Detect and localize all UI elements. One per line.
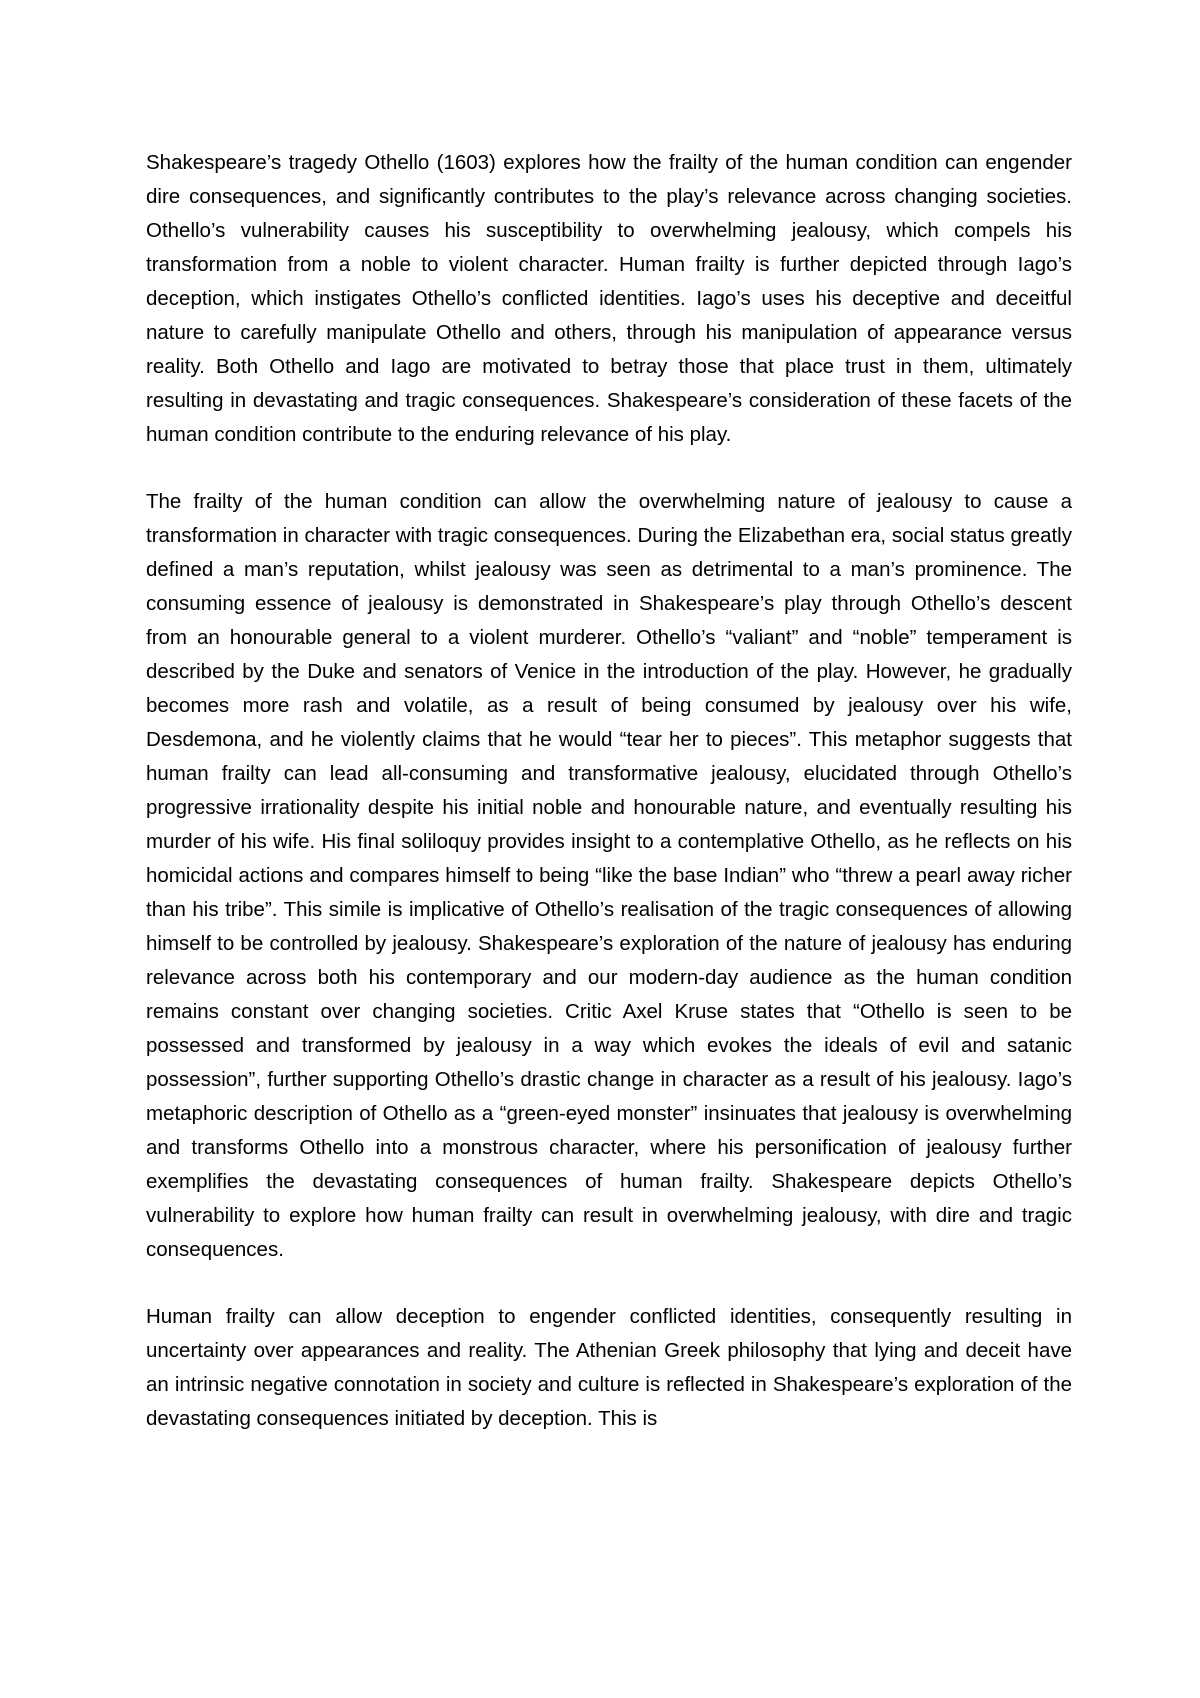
paragraph-introduction: Shakespeare’s tragedy Othello (1603) explores how the frailty of the human condition can engender dire consequences, and significantly contributes to the play’s relevance across changing societies. Othello’s vulnerability causes his susceptibility to overwhelming jealousy, which compels his transformation from a noble to violent character. Human frailty is further depicted through Iago’s deception, which instigates Othello’s conflicted identities. Iago’s uses his deceptive and deceitful nature to carefully manipulate Othello and others, through his manipulation of appearance versus reality. Both Othello and Iago are motivated to betray those that place trust in them, ultimately resulting in devastating and tragic consequences. Shakespeare’s consideration of these facets of the human condition contribute to the enduring relevance of his play. [146, 151, 1072, 446]
paragraph-jealousy: The frailty of the human condition can allow the overwhelming nature of jealousy to cause a transformation in character with tragic consequences. During the Elizabethan era, social status greatly defined a man’s reputation, whilst jealousy was seen as detrimental to a man’s prominence. The consuming essence of jealousy is demonstrated in Shakespeare’s play through Othello’s descent from an honourable general to a violent murderer. Othello’s “valiant” and “noble” temperament is described by the Duke and senators of Venice in the introduction of the play. However, he gradually becomes more rash and volatile, as a result of being consumed by jealousy over his wife, Desdemona, and he violently claims that he would “tear her to pieces”. This metaphor suggests that human frailty can lead all-consuming and transformative jealousy, elucidated through Othello’s progressive irrationality despite his initial noble and honourable nature, and eventually resulting his murder of his wife. His final soliloquy provides insight to a contemplative Othello, as he reflects on his homicidal actions and compares himself to being “like the base Indian” who “threw a pearl away richer than his tribe”. This simile is implicative of Othello’s realisation of the tragic consequences of allowing himself to be controlled by jealousy. Shakespeare’s exploration of the nature of jealousy has enduring relevance across both his contemporary and our modern-day audience as the human condition remains constant over changing societies. Critic Axel Kruse states that “Othello is seen to be possessed and transformed by jealousy in a way which evokes the ideals of evil and satanic possession”, further supporting Othello’s drastic change in character as a result of his jealousy. Iago’s metaphoric description of Othello as a “green-eyed monster” insinuates that jealousy is overwhelming and transforms Othello into a monstrous character, where his personification of jealousy further exemplifies the devastating consequences of human frailty. Shakespeare depicts Othello’s vulnerability to explore how human frailty can result in overwhelming jealousy, with dire and tragic consequences. [146, 490, 1072, 1261]
paragraph-deception: Human frailty can allow deception to engender conflicted identities, consequently resulting in uncertainty over appearances and reality. The Athenian Greek philosophy that lying and deceit have an intrinsic negative connotation in society and culture is reflected in Shakespeare’s exploration of the devastating consequences initiated by deception. This is [146, 1305, 1072, 1430]
